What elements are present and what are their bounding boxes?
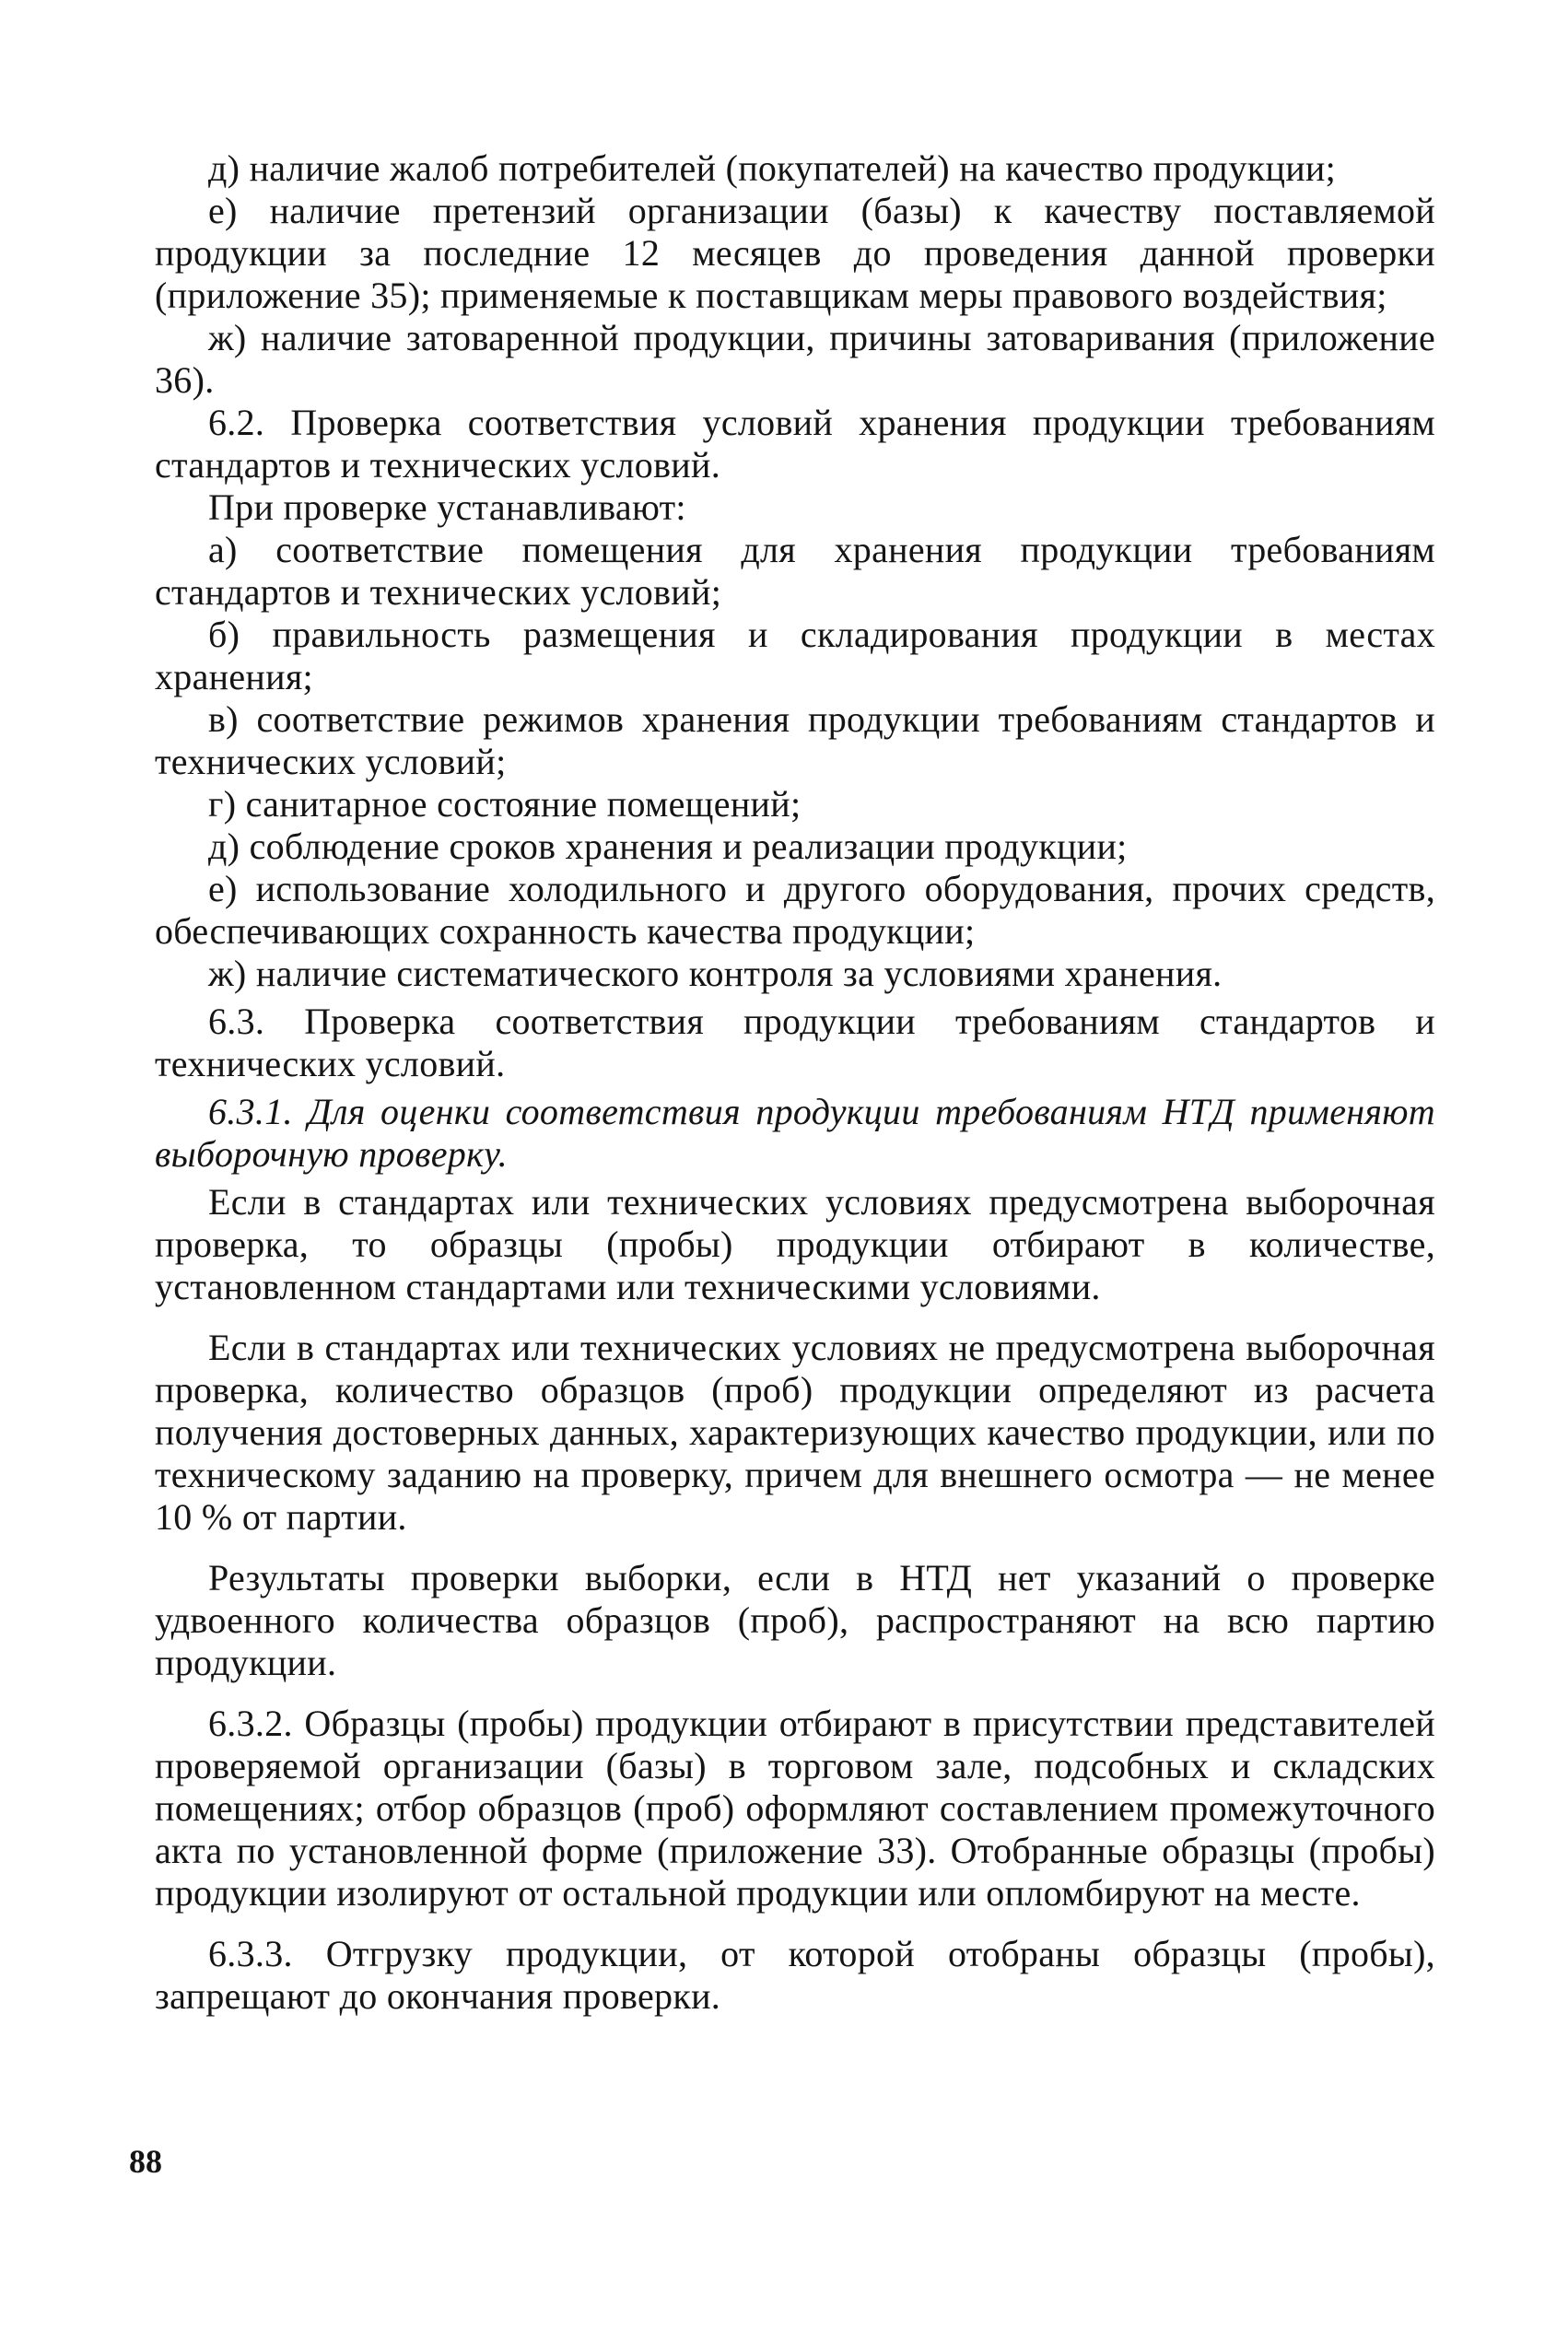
page-body [155,147,1435,2018]
section-6-3-heading: 6.3. Проверка соответствия продукции требованиям стандартов и технических условий. [155,1001,1435,1084]
list-item-e: е) использование холодильного и другого оборудования, прочих средств, обеспечивающих сохранность качества продукции; [155,868,1435,952]
section-6-3-3: 6.3.3. Отгрузку продукции, от которой отобраны образцы (пробы), запрещают до окончания проверки. [155,1933,1435,2017]
paragraph-sampling-not-provided: Если в стандартах или технических условиях не предусмотрена выборочная проверка, количество образцов (проб) продукции определяют из расчета получения достоверных данных, характеризующих качество продукции, или по техническому заданию на проверку, причем для внешнего осмотра — не менее 10 % от партии. [155,1327,1435,1538]
paragraph-check-establish: При проверке устанавливают: [208,486,686,528]
paragraph-sampling-provided: Если в стандартах или технических условиях предусмотрена выборочная проверка, то образцы (пробы) продукции отбирают в количестве, установленном стандартами или техническими условиями. [155,1181,1435,1307]
page-number: 88 [129,2143,162,2180]
section-6-2-heading: 6.2. Проверка соответствия условий хранения продукции требованиям стандартов и технических условий. [155,402,1435,486]
paragraph-sampling-results: Результаты проверки выборки, если в НТД нет указаний о проверке удвоенного количества образцов (проб), распространяют на всю партию продукции. [155,1557,1435,1683]
paragraph-zh-overstock: ж) наличие затоваренной продукции, причины затоваривания (приложение 36). [155,317,1435,401]
list-item-b: б) правильность размещения и складирования продукции в местах хранения; [155,614,1435,697]
section-6-3-2: 6.3.2. Образцы (пробы) продукции отбирают в присутствии представителей проверяемой организации (базы) в торговом зале, подсобных и складских помещениях; отбор образцов (проб) оформляют составлением промежуточного акта по установленной форме (приложение 33). Отобранные образцы (пробы) продукции изолируют от остальной продукции или опломбируют на месте. [155,1703,1435,1914]
paragraph-d-complaints: д) наличие жалоб потребителей (покупателей) на качество продукции; [208,147,1337,189]
list-item-v: в) соответствие режимов хранения продукции требованиям стандартов и технических условий; [155,698,1435,782]
list-item-a: а) соответствие помещения для хранения продукции требованиям стандартов и технических условий; [155,529,1435,613]
paragraph-e-claims: е) наличие претензий организации (базы) к качеству поставляемой продукции за последние 12 месяцев до проведения данной проверки (приложение 35); применяемые к поставщикам меры правового воздействия; [155,190,1435,316]
section-6-3-1: 6.3.1. Для оценки соответствия продукции требованиям НТД применяют выборочную проверку. [155,1091,1435,1175]
list-item-d: д) соблюдение сроков хранения и реализации продукции; [208,825,1128,867]
list-item-g: г) санитарное состояние помещений; [208,783,802,825]
list-item-zh: ж) наличие систематического контроля за условиями хранения. [208,953,1223,994]
